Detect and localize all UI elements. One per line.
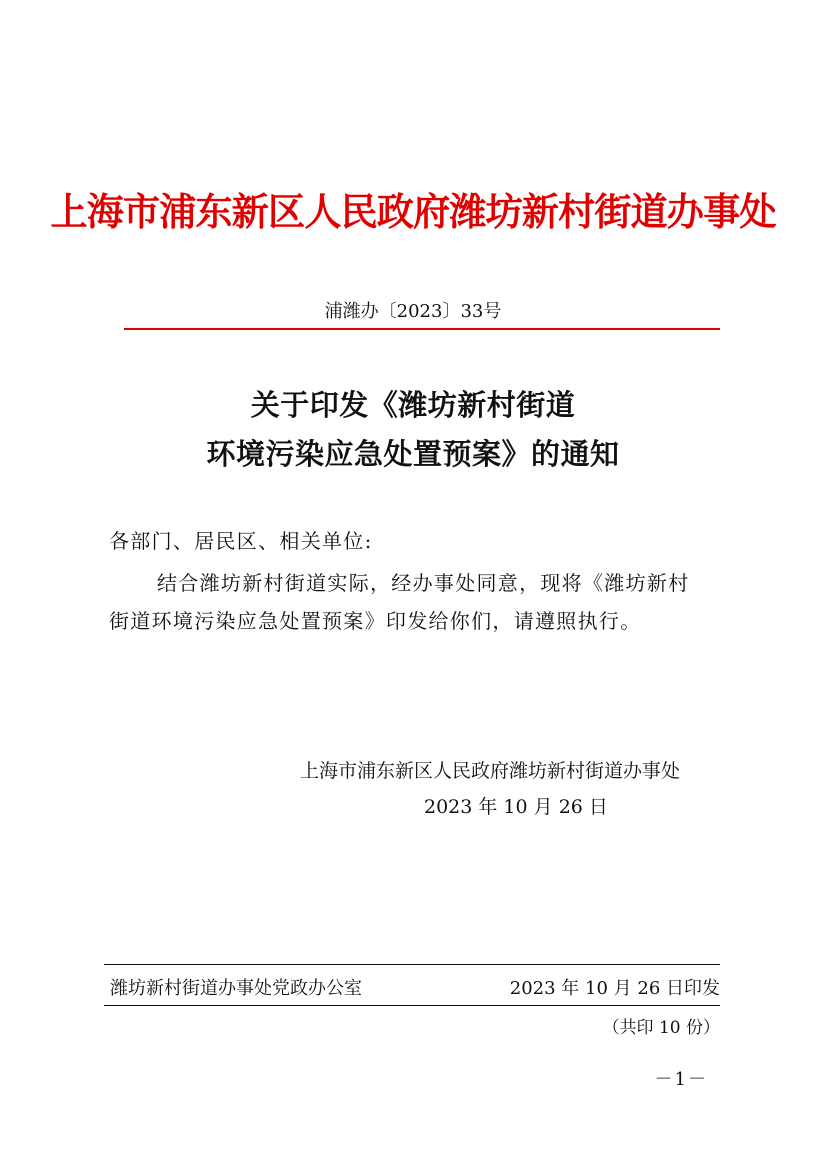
document-number: 浦潍办〔2023〕33号	[324, 301, 502, 322]
print-copies-note: （共印 10 份）	[602, 1018, 720, 1038]
red-separator-line	[124, 328, 720, 330]
footer-issuing-office: 潍坊新村街道办事处党政办公室	[110, 978, 362, 999]
document-title-line-1: 关于印发《潍坊新村街道	[250, 388, 576, 422]
page-number: －1－	[654, 1069, 708, 1090]
footer-bottom-rule	[104, 1005, 720, 1006]
signature-date: 2023 年 10 月 26 日	[424, 796, 608, 818]
signature-organization: 上海市浦东新区人民政府潍坊新村街道办事处	[300, 760, 681, 782]
body-paragraph-line-2: 街道环境污染应急处置预案》印发给你们，请遵照执行。	[109, 609, 642, 633]
body-paragraph-line-1: 结合潍坊新村街道实际，经办事处同意，现将《潍坊新村	[157, 571, 690, 595]
document-title-line-2: 环境污染应急处置预案》的通知	[206, 437, 620, 471]
salutation: 各部门、居民区、相关单位:	[109, 529, 373, 553]
issuing-authority-header: 上海市浦东新区人民政府潍坊新村街道办事处	[50, 190, 776, 234]
footer-printed-date: 2023 年 10 月 26 日印发	[509, 978, 720, 999]
footer-top-rule	[104, 964, 720, 965]
